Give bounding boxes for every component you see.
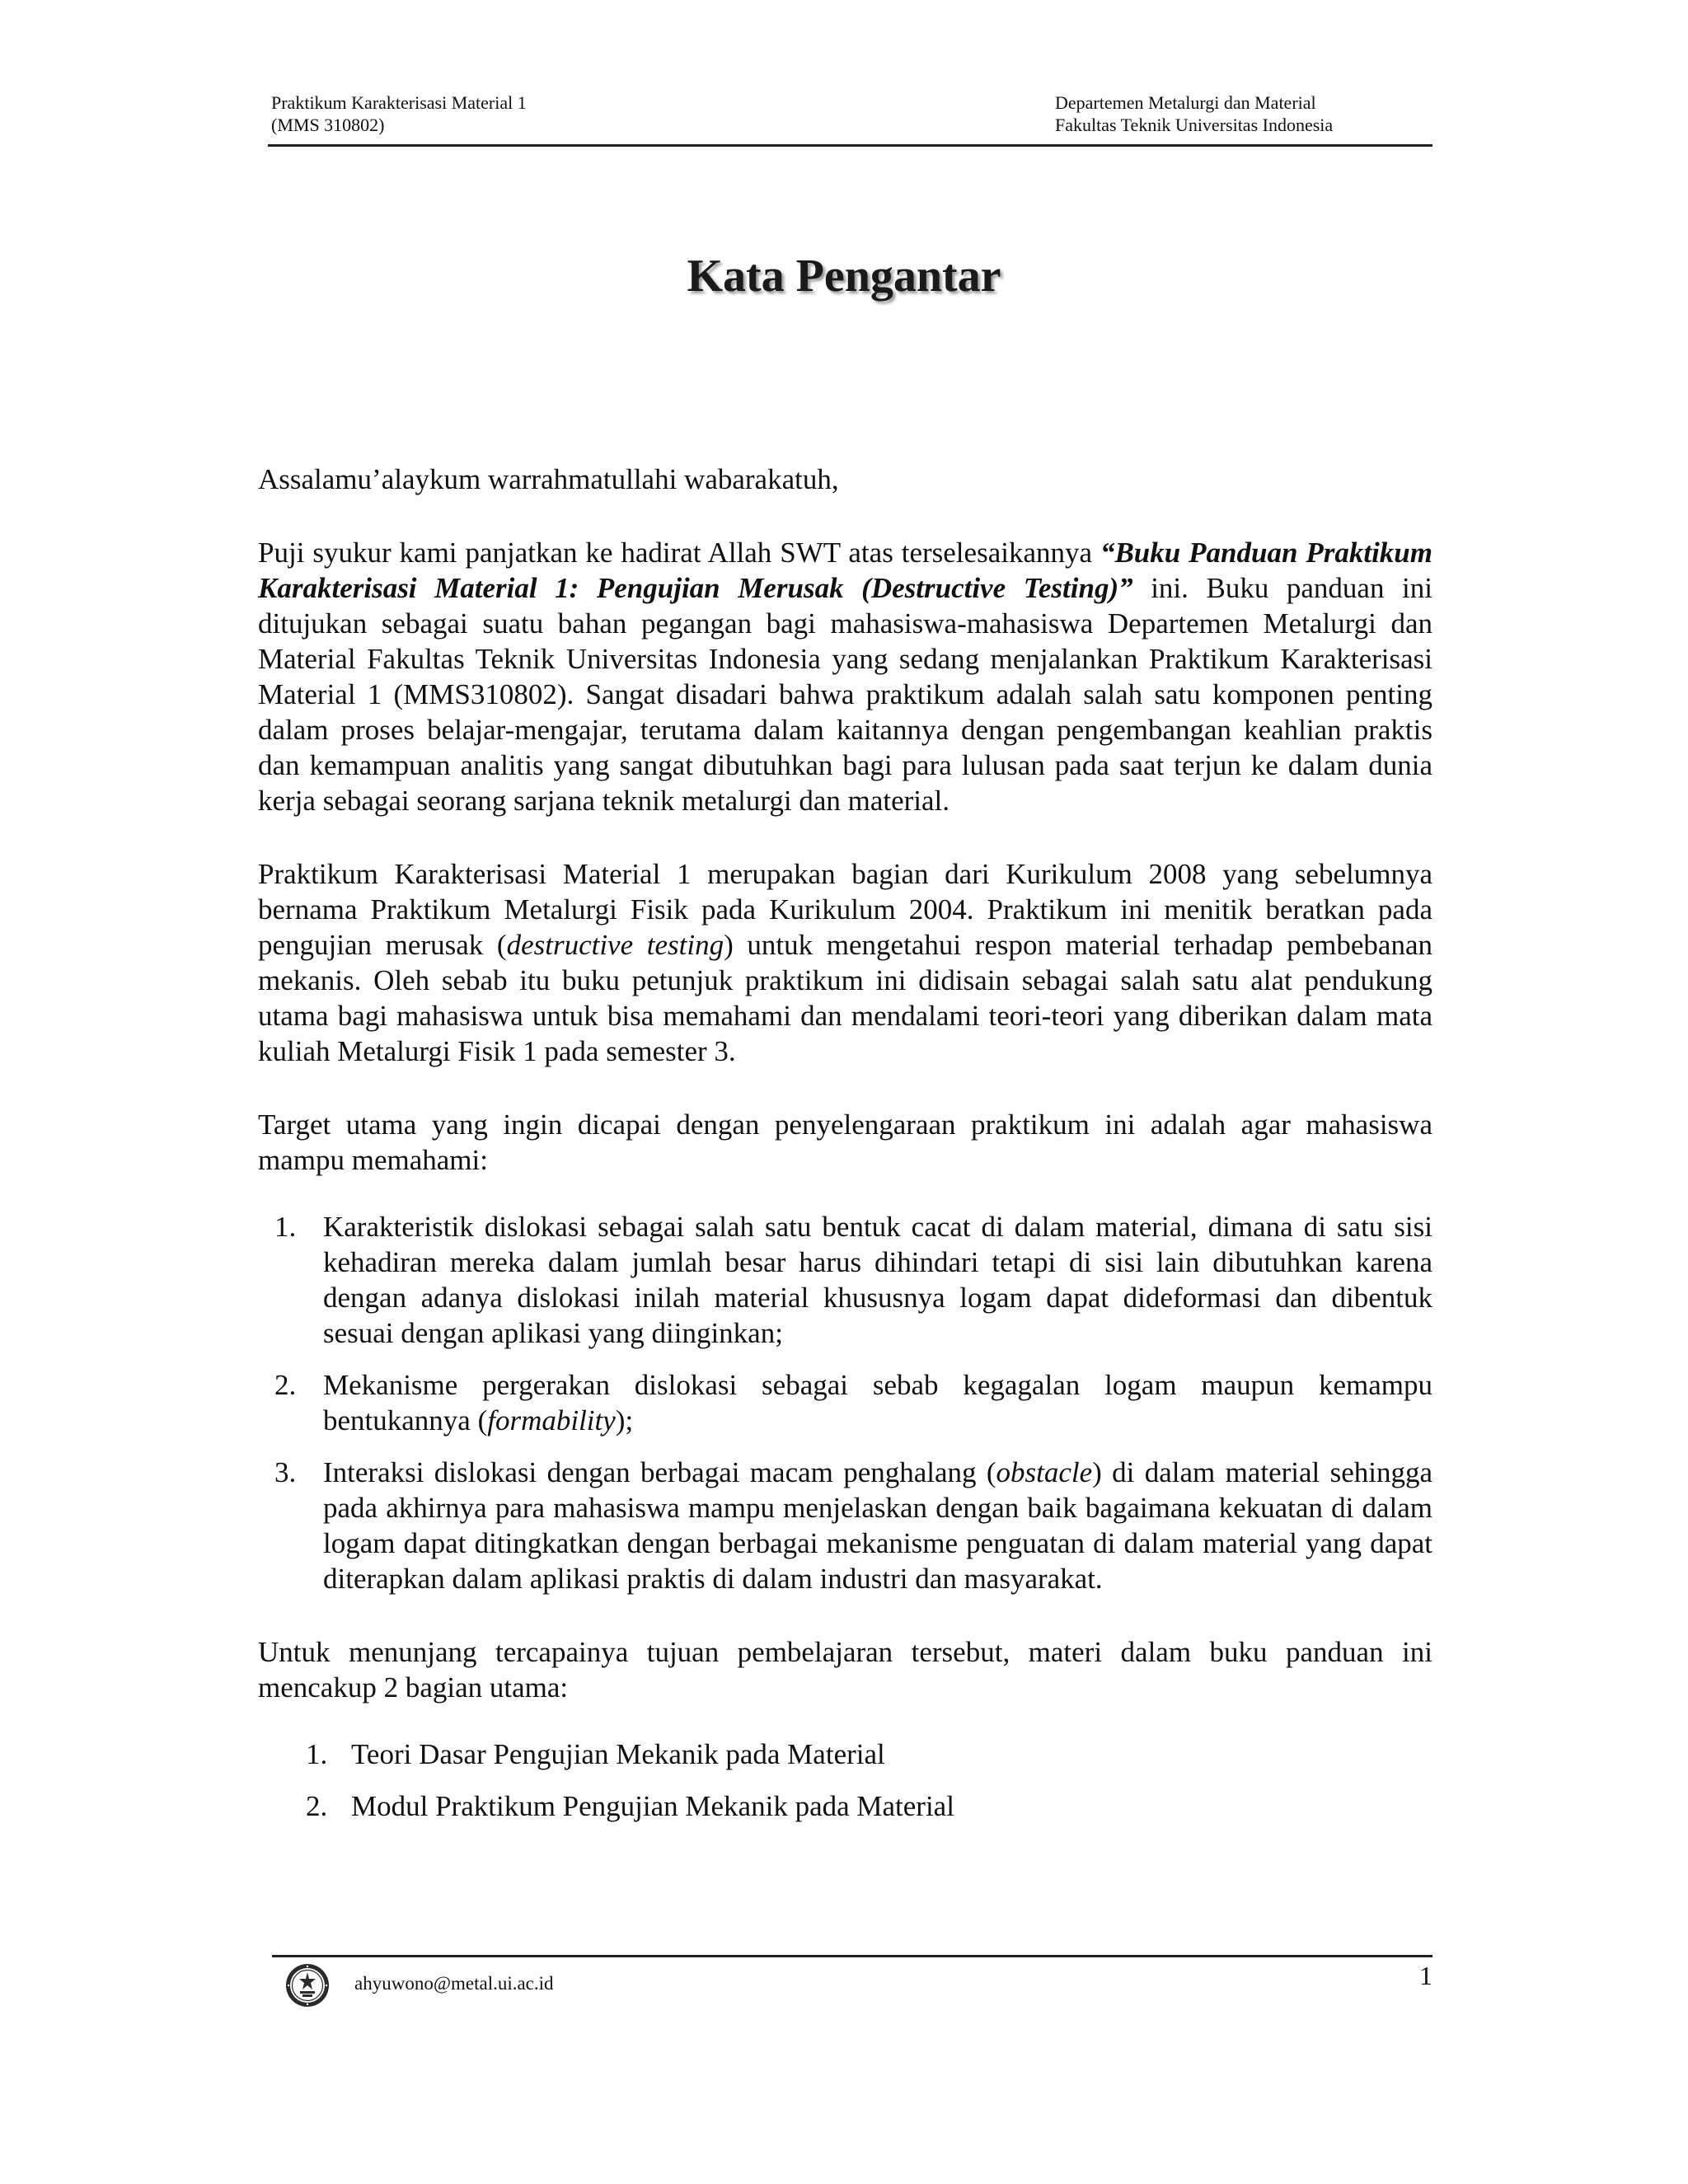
header-course-code: (MMS 310802): [271, 115, 385, 135]
header-course-name: Praktikum Karakterisasi Material 1: [271, 92, 527, 113]
paragraph-parts: Untuk menunjang tercapainya tujuan pembelajaran tersebut, materi dalam buku panduan ini mencakup 2 bagian utama:: [258, 1636, 1432, 1704]
header-department: Departemen Metalurgi dan Material: [1055, 92, 1316, 113]
footer-divider: [272, 1955, 1432, 1957]
list-item-number: 1.: [306, 1738, 328, 1770]
paragraph-target: Target utama yang ingin dicapai dengan penyelengaraan praktikum ini adalah agar mahasiswa mampu memahami:: [258, 1108, 1432, 1176]
list-item-number: 1.: [274, 1211, 297, 1243]
paragraph-curriculum: [258, 856, 1432, 1069]
footer-email: ahyuwono@metal.ui.ac.id: [354, 1973, 554, 1994]
paragraph-curriculum-text-start: Praktikum Karakterisasi Material 1 merupakan bagian dari Kurikulum 2008 yang sebelumnya bernama Praktikum Metalurgi Fisik pada Kurikulum 2004. Praktikum ini menitik beratkan pada pengujian merusak (: [258, 858, 1432, 961]
university-seal-icon: [284, 1962, 331, 2008]
list-item: [258, 1736, 1432, 1772]
term-destructive-testing: destructive testing: [506, 929, 724, 961]
list-item-text-end: );: [615, 1404, 634, 1436]
list-item-number: 3.: [274, 1456, 297, 1488]
target-list: [258, 1209, 1432, 1596]
list-item: [258, 1788, 1432, 1824]
book-title: “Buku Panduan Praktikum Karakterisasi Material 1: Pengujian Merusak (Destructive Testing)”: [258, 537, 1432, 604]
parts-list: [258, 1736, 1432, 1824]
paragraph-intro: [258, 535, 1432, 818]
term-formability: formability: [487, 1404, 616, 1436]
document-body: [258, 462, 1432, 1840]
list-item: [258, 1209, 1432, 1351]
page-header: [268, 91, 1432, 147]
page-number: 1: [1419, 1961, 1432, 1990]
page-title: Kata Pengantar: [687, 251, 1001, 302]
paragraph-intro-text-start: Puji syukur kami panjatkan ke hadirat Allah SWT atas terselesaikannya: [258, 537, 1100, 569]
header-right: [1055, 91, 1333, 136]
header-left: [271, 91, 527, 136]
list-item-number: 2.: [274, 1369, 297, 1401]
list-item-text-start: Interaksi dislokasi dengan berbagai macam penghalang (: [323, 1456, 996, 1488]
list-item-text: Modul Praktikum Pengujian Mekanik pada Material: [351, 1790, 954, 1822]
list-item-text: Teori Dasar Pengujian Mekanik pada Material: [351, 1738, 885, 1770]
list-item: [258, 1367, 1432, 1438]
list-item-text-end: ) di dalam material sehingga pada akhirnya para mahasiswa mampu menjelaskan dengan baik bagaimana kekuatan di dalam logam dapat ditingkatkan dengan berbagai mekanisme penguatan di dalam material yang dapat diterapkan dalam aplikasi praktis di dalam industri dan masyarakat.: [323, 1456, 1432, 1595]
greeting: Assalamu’alaykum warrahmatullahi wabarakatuh,: [258, 463, 839, 495]
paragraph-curriculum-text-end: ) untuk mengetahui respon material terhadap pembebanan mekanis. Oleh sebab itu buku petunjuk praktikum ini didisain sebagai salah satu alat pendukung utama bagi mahasiswa untuk bisa memahami dan mendalami teori-teori yang diberikan dalam mata kuliah Metalurgi Fisik 1 pada semester 3.: [258, 929, 1433, 1067]
list-item-text-start: Mekanisme pergerakan dislokasi sebagai sebab kegagalan logam maupun kemampu bentukannya (: [323, 1369, 1432, 1436]
header-faculty: Fakultas Teknik Universitas Indonesia: [1055, 115, 1334, 135]
list-item: [258, 1455, 1432, 1596]
paragraph-intro-text-end: ini. Buku panduan ini ditujukan sebagai suatu bahan pegangan bagi mahasiswa-mahasiswa Departemen Metalurgi dan Material Fakultas Teknik Universitas Indonesia yang sedang menjalankan Praktikum Karakterisasi Material 1 (MMS310802). Sangat disadari bahwa praktikum adalah salah satu komponen penting dalam proses belajar-mengajar, terutama dalam kaitannya dengan pengembangan keahlian praktis dan kemampuan analitis yang sangat dibutuhkan bagi para lulusan pada saat terjun ke dalam dunia kerja sebagai seorang sarjana teknik metalurgi dan material.: [258, 572, 1433, 817]
term-obstacle: obstacle: [996, 1456, 1093, 1488]
list-item-number: 2.: [306, 1790, 328, 1822]
list-item-text: Karakteristik dislokasi sebagai salah satu bentuk cacat di dalam material, dimana di satu sisi kehadiran mereka dalam jumlah besar harus dihindari tetapi di sisi lain dibutuhkan karena dengan adanya dislokasi inilah material khususnya logam dapat dideformasi dan dibentuk sesuai dengan aplikasi yang diinginkan;: [323, 1211, 1432, 1349]
